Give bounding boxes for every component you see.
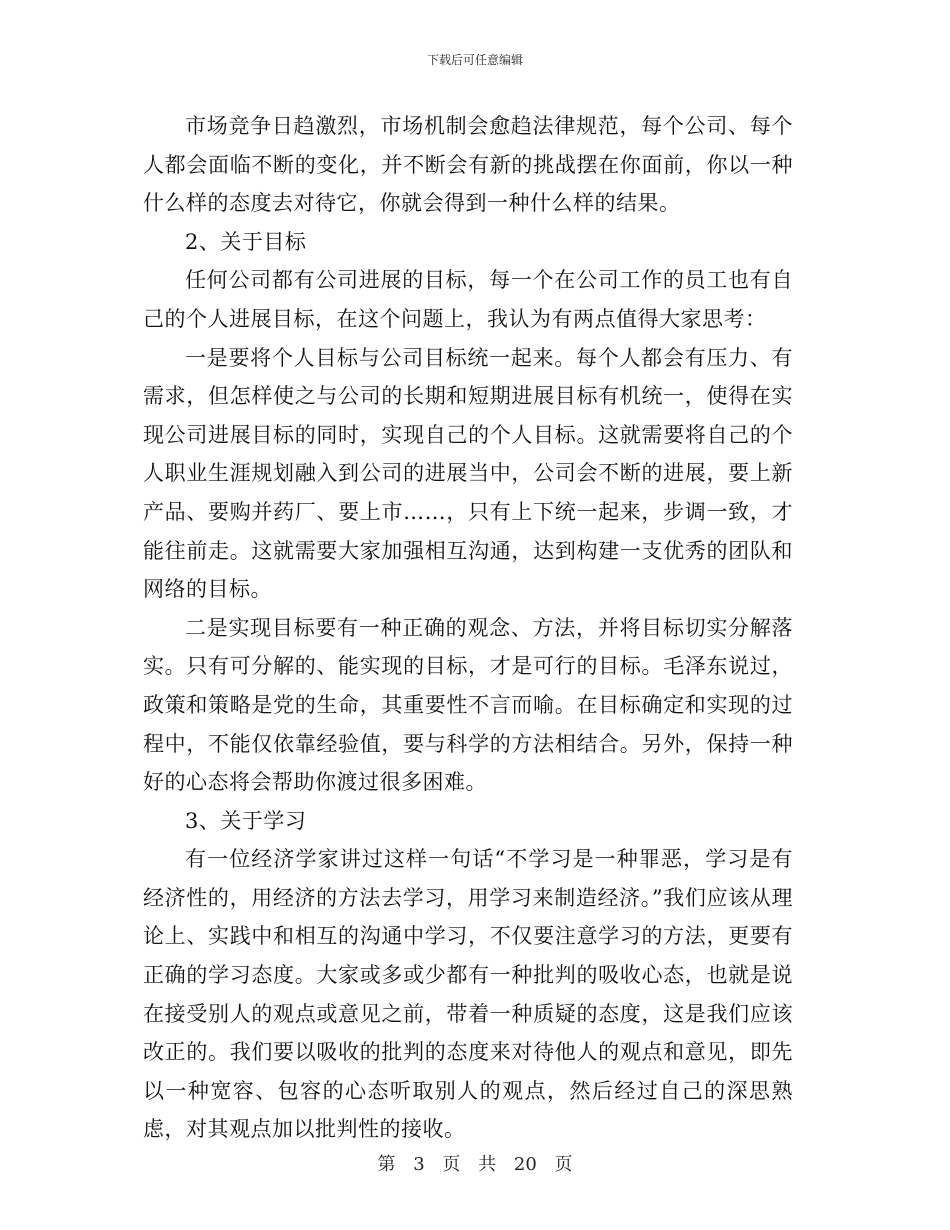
- footer-prefix: 第: [377, 1154, 396, 1175]
- section-heading-goals: 2、关于目标: [185, 229, 307, 254]
- paragraph-achieve-goals: 二是实现目标要有一种正确的观念、方法，并将目标切实分解落实。只有可分解的、能实现的目标，才是可行的目标。毛泽东说过，政策和策略是党的生命，其重要性不言而喻。在目标确定和实现的过程中，不能仅依靠经验值，要与科学的方法相结合。另外，保持一种好的心态将会帮助你渡过很多困难。: [143, 615, 793, 795]
- current-page-number: 3: [413, 1154, 425, 1175]
- total-page-count: 20: [513, 1154, 537, 1175]
- section-heading-learning: 3、关于学习: [185, 808, 307, 833]
- page-header: 下载后可任意编辑: [426, 53, 523, 67]
- paragraph-unify-goals: 一是要将个人目标与公司目标统一起来。每个人都会有压力、有需求，但怎样使之与公司的长期和短期进展目标有机统一，使得在实现公司进展目标的同时，实现自己的个人目标。这就需要将自己的个人职业生涯规划融入到公司的进展当中，公司会不断的进展，要上新产品、要购并药厂、要上市……，只有上下统一起来，步调一致，才能往前走。这就需要大家加强相互沟通，达到构建一支优秀的团队和网络的目标。: [143, 345, 793, 602]
- paragraph-market-competition: 市场竞争日趋激烈，市场机制会愈趋法律规范，每个公司、每个人都会面临不断的变化，并不断会有新的挑战摆在你面前，你以一种什么样的态度去对待它，你就会得到一种什么样的结果。: [143, 114, 793, 216]
- document-body: [143, 107, 793, 1149]
- page-footer: [0, 1152, 950, 1178]
- footer-suffix: 页: [554, 1154, 573, 1175]
- footer-total-word: 共: [478, 1154, 497, 1175]
- footer-page-word: 页: [442, 1154, 461, 1175]
- paragraph-company-goals: 任何公司都有公司进展的目标，每一个在公司工作的员工也有自己的个人进展目标，在这个问题上，我认为有两点值得大家思考：: [143, 268, 793, 331]
- paragraph-learning: 有一位经济学家讲过这样一句话“不学习是一种罪恶，学习是有经济性的，用经济的方法去学习，用学习来制造经济。”我们应该从理论上、实践中和相互的沟通中学习，不仅要注意学习的方法，更要有正确的学习态度。大家或多或少都有一种批判的吸收心态，也就是说在接受别人的观点或意见之前，带着一种质疑的态度，这是我们应该改正的。我们要以吸收的批判的态度来对待他人的观点和意见，即先以一种宽容、包容的心态听取别人的观点，然后经过自己的深思熟虑，对其观点加以批判性的接收。: [143, 847, 793, 1142]
